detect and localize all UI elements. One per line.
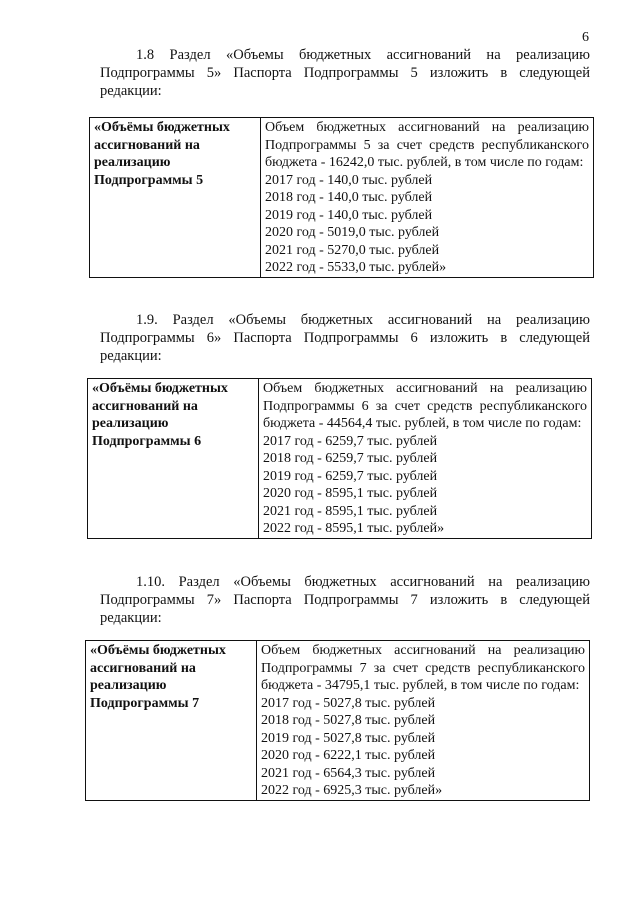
- table-value-cell: [257, 641, 590, 801]
- table-label-cell: «Объёмы бюджетных ассигнований на реализацию Подпрограммы 6: [88, 379, 259, 539]
- year-line: 2020 год - 6222,1 тыс. рублей: [261, 748, 436, 763]
- budget-description: Объем бюджетных ассигнований на реализацию Подпрограммы 5 за счет средств республиканского бюджета - 16242,0 тыс. рублей, в том числе по годам:: [265, 120, 589, 170]
- budget-description: Объем бюджетных ассигнований на реализацию Подпрограммы 7 за счет средств республиканского бюджета - 34795,1 тыс. рублей, в том числе по годам:: [261, 643, 585, 693]
- table-row: [90, 118, 594, 278]
- year-line: 2020 год - 5019,0 тыс. рублей: [265, 225, 440, 240]
- table-value-cell: [261, 118, 594, 278]
- section-intro-1-8: 1.8 Раздел «Объемы бюджетных ассигнований на реализацию Подпрограммы 5» Паспорта Подпрограммы 5 изложить в следующей редакции:: [100, 47, 590, 99]
- year-line: 2018 год - 6259,7 тыс. рублей: [263, 451, 438, 466]
- table-value-cell: [259, 379, 592, 539]
- year-line: 2019 год - 5027,8 тыс. рублей: [261, 730, 436, 746]
- table-label-cell: «Объёмы бюджетных ассигнований на реализацию Подпрограммы 7: [86, 641, 257, 801]
- year-line: 2022 год - 8595,1 тыс. рублей»: [263, 521, 445, 536]
- table-row: [88, 379, 592, 539]
- table-label-cell: «Объёмы бюджетных ассигнований на реализацию Подпрограммы 5: [90, 118, 261, 278]
- year-line: 2018 год - 140,0 тыс. рублей: [265, 190, 433, 205]
- year-line: 2019 год - 140,0 тыс. рублей: [265, 207, 433, 223]
- year-line: 2021 год - 6564,3 тыс. рублей: [261, 765, 436, 781]
- budget-description: Объем бюджетных ассигнований на реализацию Подпрограммы 6 за счет средств республиканского бюджета - 44564,4 тыс. рублей, в том числе по годам:: [263, 381, 587, 431]
- section-intro-1-9: 1.9. Раздел «Объемы бюджетных ассигнований на реализацию Подпрограммы 6» Паспорта Подпрограммы 6 изложить в следующей редакции:: [100, 312, 590, 364]
- page-number: 6: [582, 30, 589, 45]
- year-line: 2021 год - 8595,1 тыс. рублей: [263, 503, 438, 519]
- budget-table-subprogram-6: [87, 378, 592, 539]
- year-line: 2019 год - 6259,7 тыс. рублей: [263, 468, 438, 484]
- year-line: 2020 год - 8595,1 тыс. рублей: [263, 486, 438, 501]
- budget-table-subprogram-5: [89, 117, 594, 278]
- section-intro-1-10: 1.10. Раздел «Объемы бюджетных ассигнований на реализацию Подпрограммы 7» Паспорта Подпрограммы 7 изложить в следующей редакции:: [100, 574, 590, 626]
- budget-table-subprogram-7: [85, 640, 590, 801]
- year-line: 2017 год - 6259,7 тыс. рублей: [263, 433, 438, 449]
- year-line: 2022 год - 5533,0 тыс. рублей»: [265, 260, 447, 275]
- year-line: 2021 год - 5270,0 тыс. рублей: [265, 242, 440, 258]
- table-row: [86, 641, 590, 801]
- year-line: 2022 год - 6925,3 тыс. рублей»: [261, 783, 443, 798]
- year-line: 2017 год - 5027,8 тыс. рублей: [261, 695, 436, 711]
- year-line: 2017 год - 140,0 тыс. рублей: [265, 172, 433, 188]
- year-line: 2018 год - 5027,8 тыс. рублей: [261, 713, 436, 728]
